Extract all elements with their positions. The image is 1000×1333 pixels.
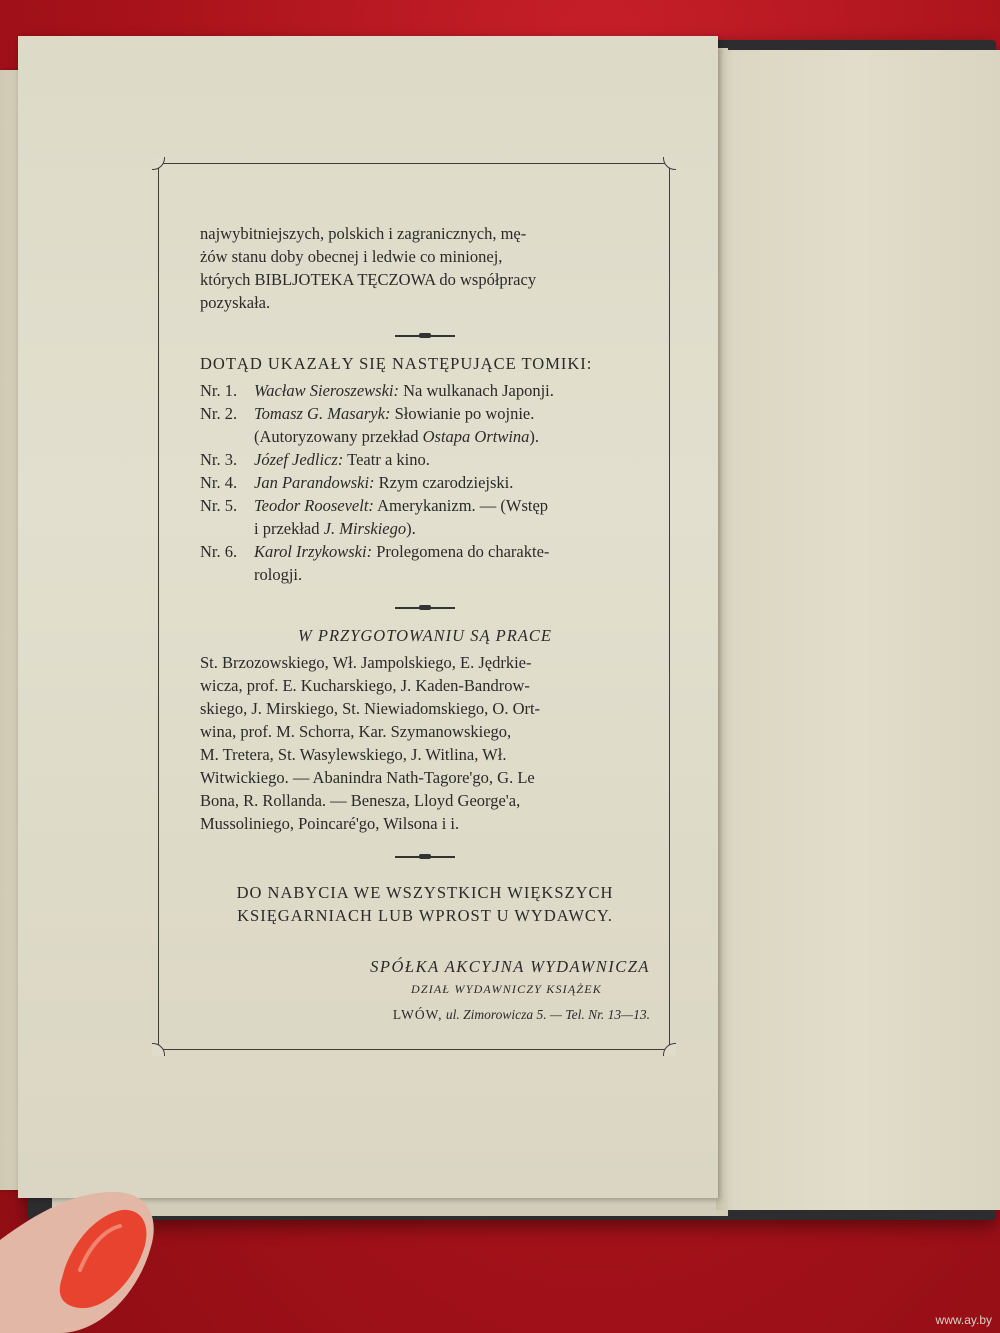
item-number: Nr. 5. (200, 496, 238, 515)
publisher-name: SPÓŁKA AKCYJNA WYDAWNICZA (370, 957, 650, 976)
list-item (200, 494, 650, 540)
divider-ornament (395, 328, 455, 342)
item-number: Nr. 2. (200, 404, 238, 423)
item-number: Nr. 3. (200, 450, 238, 469)
preparation-line: wina, prof. M. Schorra, Kar. Szymanowskiego, (200, 722, 512, 741)
item-author: Jan Parandowski: (254, 473, 375, 492)
item-note-author: Ostapa Ortwina (422, 427, 530, 446)
publisher-city: LWÓW, (392, 1007, 443, 1022)
intro-line: pozyskała. (200, 293, 271, 312)
frame-corner-top-right (663, 157, 676, 170)
list-item (200, 471, 650, 494)
availability-line: DO NABYCIA WE WSZYSTKICH WIĘKSZYCH (236, 883, 614, 902)
item-title: Rzym czarodziejski. (378, 473, 514, 492)
intro-line: których BIBLJOTEKA TĘCZOWA do współpracy (200, 270, 537, 289)
divider-ornament (395, 849, 455, 863)
item-title: Prolegomena do charakte- (376, 542, 550, 561)
preparation-line: Mussoliniego, Poincaré'go, Wilsona i i. (200, 814, 460, 833)
item-note: (Autoryzowany przekład (254, 427, 423, 446)
preparation-line: M. Tretera, St. Wasylewskiego, J. Witlina, Wł. (200, 745, 507, 764)
item-author: Teodor Roosevelt: (254, 496, 374, 515)
frame-corner-bottom-left (152, 1043, 165, 1056)
item-note: rologji. (254, 565, 303, 584)
item-title: Słowianie po wojnie. (394, 404, 535, 423)
preparation-line: skiego, J. Mirskiego, St. Niewiadomskiego, O. Ort- (200, 699, 541, 718)
item-author: Karol Irzykowski: (254, 542, 373, 561)
publisher-address (200, 1003, 650, 1026)
item-title: Amerykanizm. — (Wstęp (377, 496, 549, 515)
list-item (200, 540, 650, 586)
published-heading: DOTĄD UKAZAŁY SIĘ NASTĘPUJĄCE TOMIKI: (200, 354, 593, 373)
item-title: Teatr a kino. (347, 450, 430, 469)
list-item (200, 448, 650, 471)
frame-corner-bottom-right (663, 1043, 676, 1056)
right-page (716, 50, 1000, 1210)
list-item (200, 379, 650, 402)
published-list (200, 379, 650, 586)
item-note-end: ). (406, 519, 416, 538)
frame-corner-top-left (152, 157, 165, 170)
fingertip-with-red-nail (0, 1150, 170, 1333)
availability-block (200, 881, 650, 927)
item-author: Wacław Sieroszewski: (254, 381, 399, 400)
preparation-line: wicza, prof. E. Kucharskiego, J. Kaden-Bandrow- (200, 676, 530, 695)
item-note: i przekład (254, 519, 324, 538)
intro-line: najwybitniejszych, polskich i zagranicznych, mę- (200, 224, 527, 243)
divider-ornament (395, 600, 455, 614)
item-number: Nr. 4. (200, 473, 238, 492)
list-item (200, 402, 650, 448)
publisher-street: ul. Zimorowicza 5. — Tel. Nr. 13—13. (442, 1007, 650, 1022)
item-note-end: ). (529, 427, 540, 446)
preparation-heading: W PRZYGOTOWANIU SĄ PRACE (298, 626, 552, 645)
intro-paragraph (200, 222, 650, 314)
item-number: Nr. 6. (200, 542, 238, 561)
item-author: Józef Jedlicz: (254, 450, 344, 469)
availability-line: KSIĘGARNIACH LUB WPROST U WYDAWCY. (237, 906, 613, 925)
item-title: Na wulkanach Japonji. (403, 381, 554, 400)
item-author: Tomasz G. Masaryk: (254, 404, 391, 423)
item-number: Nr. 1. (200, 381, 238, 400)
page-content (200, 222, 650, 1026)
preparation-line: Witwickiego. — Abanindra Nath-Tagore'go, G. Le (200, 768, 535, 787)
preparation-line: Bona, R. Rollanda. — Benesza, Lloyd George'a, (200, 791, 521, 810)
publisher-department: DZIAŁ WYDAWNICZY KSIĄŻEK (410, 982, 602, 996)
preparation-paragraph (200, 651, 650, 835)
item-note-author: J. Mirskiego (323, 519, 407, 538)
intro-line: żów stanu doby obecnej i ledwie co minionej, (200, 247, 503, 266)
preparation-line: St. Brzozowskiego, Wł. Jampolskiego, E. Jędrkie- (200, 653, 532, 672)
watermark-text: www.ay.by (935, 1313, 992, 1327)
